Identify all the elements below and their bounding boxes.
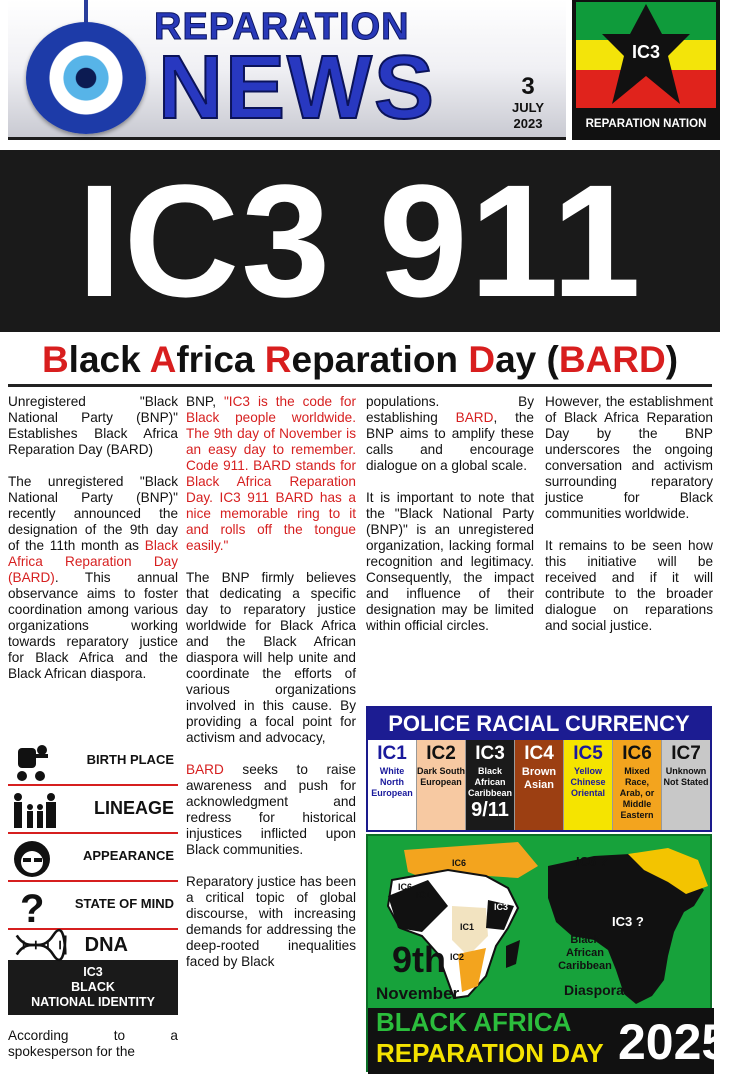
article-text: seeks to raise awareness and push for acknowledgment and redress for historical injustices inflicted upon Black communities. (186, 762, 356, 857)
issue-date (493, 74, 563, 132)
reparation-nation-flag (572, 0, 720, 140)
subhead-word: ) (665, 339, 679, 380)
prc-desc: Yellow Chinese Oriental (570, 766, 606, 798)
identity-label: BIRTH PLACE (86, 752, 174, 767)
map-label-ic3-question: IC3 ? (612, 914, 644, 929)
masthead (8, 0, 566, 140)
poster-year: 2025 (618, 1014, 729, 1070)
article-quote: "IC3 is the code for Black people worldwide. The 9th day of November is an easy day to remember. Code 911. BARD stands for Black Africa Reparation Day. IC3 911 BARD has a nice memorable ring to it and rolls off the tongue easily." (186, 394, 356, 553)
identity-panel (8, 738, 178, 1015)
face-icon (12, 840, 56, 878)
subhead-initial-a: A (149, 339, 177, 380)
prc-cell (662, 740, 710, 830)
poster-diaspora-line: African (566, 947, 604, 959)
identity-row-state-of-mind (8, 882, 178, 930)
identity-box-line: NATIONAL IDENTITY (31, 995, 155, 1009)
article-column-1 (8, 394, 178, 698)
prc-desc: White North European (371, 766, 413, 798)
article-column-4 (545, 394, 713, 650)
identity-row-appearance (8, 834, 178, 882)
prc-cell (613, 740, 662, 830)
poster-month: November (376, 984, 460, 1003)
subheadline (0, 336, 720, 384)
prc-desc: Mixed Race, Arab, or Middle Eastern (619, 766, 655, 820)
article-text: populations. By establishing (366, 394, 534, 425)
poster-diaspora (540, 934, 630, 973)
prc-desc: Dark South European (417, 766, 466, 787)
article-paragraph: The BNP firmly believes that dedicating a specific day to reparatory justice worldwide for Black Africa and the Black African diaspora will help unite and coordinate the efforts of various organizations involved in this cause. By providing a focal point for activism and advocacy, (186, 570, 356, 745)
prc-extra: 9/11 (471, 799, 509, 821)
identity-label: DNA (84, 934, 128, 956)
identity-label: APPEARANCE (82, 848, 174, 863)
article-paragraph: Unregistered "Black National Party (BNP)" Establishes Black Africa Reparation Day (BARD) (8, 394, 178, 457)
identity-box-line: BLACK (71, 980, 115, 994)
subhead-word: ay ( (495, 339, 559, 380)
prc-title: POLICE RACIAL CURRENCY (368, 708, 710, 740)
prc-cell (368, 740, 417, 830)
prc-cell (564, 740, 613, 830)
prc-code: IC4 (524, 743, 554, 764)
map-label: IC1 (416, 890, 431, 900)
flag-caption: REPARATION NATION (585, 118, 707, 130)
map-label-ic6-question: IC6 ? (576, 854, 608, 869)
question-mark-icon (12, 887, 56, 931)
article-paragraph (186, 394, 356, 554)
flag-emblem: IC3 (631, 42, 660, 62)
article-text: BNP, (186, 394, 224, 409)
prc-code: IC3 (475, 743, 505, 764)
issue-date-day: 3 (521, 73, 535, 100)
prc-cell (515, 740, 564, 830)
prc-desc: Brown Asian (521, 766, 557, 791)
prc-cell (466, 740, 515, 830)
article-text: , the BNP aims to amplify these calls and encourage dialogue on a global scale. (366, 410, 534, 473)
poster-diaspora-word: Diaspora (564, 982, 624, 998)
poster-diaspora-line: Black (570, 934, 600, 946)
article-paragraph (8, 474, 178, 682)
police-racial-currency-table (366, 706, 712, 832)
article-column-2 (186, 394, 356, 986)
poster-banner-line-1: BLACK AFRICA (376, 1007, 572, 1037)
headline: IC3 911 (77, 151, 643, 330)
dna-helix-icon (12, 932, 70, 958)
article-paragraph (366, 394, 534, 474)
map-label: IC3 (494, 902, 509, 912)
subhead-initial-r: R (264, 339, 292, 380)
poster-diaspora-line: Caribbean (558, 960, 612, 972)
baby-stroller-icon (12, 744, 56, 782)
article-paragraph: It remains to be seen how this initiative will be received and if it will contribute to the broader dialogue on reparations and social justice. (545, 538, 713, 633)
prc-code: IC1 (377, 743, 407, 764)
map-label: IC6 (398, 882, 413, 892)
prc-code: IC2 (426, 743, 456, 764)
subhead-acronym: BARD (558, 339, 666, 380)
svg-text:?: ? (20, 887, 45, 931)
article-column-1-continued: According to a spokesperson for the (8, 1028, 178, 1059)
article-highlight: Black Africa Reparation Day (BARD) (8, 538, 178, 585)
subhead-rule (8, 384, 712, 387)
subhead-initial-d: D (468, 339, 496, 380)
subhead-initial-b: B (41, 339, 69, 380)
issue-date-month: JULY (511, 100, 545, 115)
identity-row-dna (8, 930, 178, 960)
bard-poster (366, 834, 729, 1072)
map-label: IC6 (452, 858, 467, 868)
poster-banner-line-2: REPARATION DAY (376, 1038, 604, 1068)
identity-row-lineage (8, 786, 178, 834)
subhead-word: eparation (291, 339, 469, 380)
prc-code: IC7 (671, 743, 701, 764)
evil-eye-icon (26, 22, 146, 134)
article-paragraph: However, the establishment of Black Africa Reparation Day by the BNP underscores the ongoing conversation and activism surrounding reparatory justice for Black communities worldwide. (545, 394, 713, 521)
prc-codes (368, 740, 710, 830)
article-paragraph: Reparatory justice has been a critical topic of global discourse, with increasing demands for addressing the deep-rooted inequalities faced by Black (186, 874, 356, 969)
identity-label: STATE OF MIND (74, 896, 174, 911)
prc-cell (417, 740, 466, 830)
identity-label: LINEAGE (93, 798, 174, 818)
subhead-word: lack (68, 339, 150, 380)
family-icon (12, 792, 56, 830)
article-highlight: BARD (186, 762, 224, 777)
prc-desc: Black African Caribbean (467, 766, 512, 798)
issue-date-year: 2023 (513, 116, 543, 131)
article-text: The unregistered "Black National Party (BNP)" recently announced the designation of the 9th day of the 11th month as (8, 474, 178, 553)
prc-code: IC5 (573, 743, 603, 764)
identity-row-birth-place (8, 738, 178, 786)
article-text: . This annual observance aims to foster coordination among various organizations working towards reparatory justice for Black Africa and the Black African diaspora. (8, 570, 178, 681)
black-national-identity-box (8, 960, 178, 1015)
poster-day: 9th (392, 939, 446, 980)
masthead-title-top: REPARATION (154, 6, 410, 48)
article-paragraph (186, 762, 356, 858)
map-label: IC1 (460, 922, 475, 932)
identity-box-line: IC3 (83, 965, 103, 979)
prc-code: IC6 (622, 743, 652, 764)
prc-desc: Unknown Not Stated (663, 766, 709, 787)
subhead-word: frica (176, 339, 265, 380)
article-column-3 (366, 394, 534, 650)
map-label: IC2 (450, 952, 465, 962)
article-paragraph: It is important to note that the "Black National Party (BNP)" is an unregistered organization, lacking formal recognition and legitimacy. Consequently, the impact and influence of their designation may be limited within official circles. (366, 490, 534, 633)
article-highlight: BARD (455, 410, 494, 425)
masthead-title-main: NEWS (158, 38, 436, 138)
